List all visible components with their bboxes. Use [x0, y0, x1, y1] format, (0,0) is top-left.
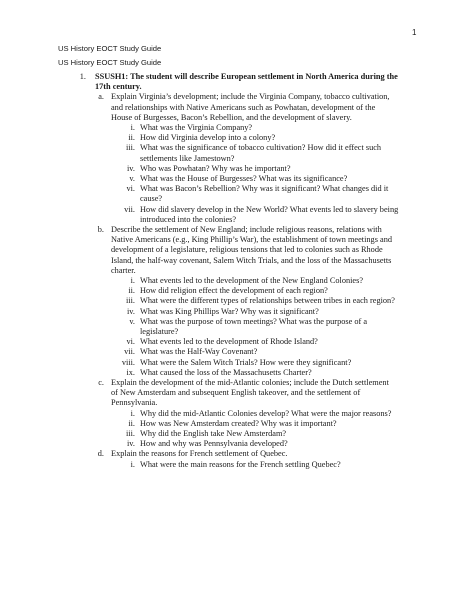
section-text-line: House of Burgesses, Bacon’s Rebellion, and the development of slavery. — [111, 112, 352, 122]
section-text-line: development of a legislature, religious tensions that led to colonies such as Rhode — [111, 245, 383, 255]
question-marker: iii. — [126, 296, 135, 306]
question-marker: i. — [130, 408, 135, 418]
question-marker: vi. — [126, 184, 135, 194]
question-text-line: What was Bacon’s Rebellion? Why was it significant? What changes did it — [140, 184, 389, 194]
question-text-line: What were the main reasons for the French settling Quebec? — [140, 459, 341, 469]
question-text-line: What was the purpose of town meetings? What was the purpose of a — [140, 316, 368, 326]
question-text-line: How was New Amsterdam created? Why was it important? — [140, 418, 337, 428]
question-text-line: What was King Phillips War? Why was it significant? — [140, 306, 319, 316]
section-text-line: Native Americans (e.g., King Phillip’s War), the establishment of town meetings and — [111, 235, 392, 245]
question-text-line: What were the Salem Witch Trials? How were they significant? — [140, 357, 352, 367]
section-text-line: Island, the half-way covenant, Salem Witch Trials, and the loss of the Massachusetts — [111, 255, 392, 265]
question-marker: ix. — [126, 367, 135, 377]
question-text-line: How did Virginia develop into a colony? — [140, 133, 276, 143]
standard-heading-line: 17th century. — [95, 82, 142, 92]
section-marker: d. — [97, 449, 104, 459]
question-text-line: What caused the loss of the Massachusetts Charter? — [140, 367, 312, 377]
question-text-line: How and why was Pennsylvania developed? — [140, 439, 288, 449]
section-text-line: charter. — [111, 265, 136, 275]
question-text-line: Why did the English take New Amsterdam? — [140, 429, 287, 438]
section-text-line: and relationships with Native Americans such as Powhatan, development of the — [111, 102, 376, 112]
question-text-line: legislature? — [140, 327, 179, 336]
standard-heading-line: SSUSH1: The student will describe European settlement in North America during the — [95, 72, 398, 81]
question-text-line: Who was Powhatan? Why was he important? — [140, 163, 291, 173]
question-text-line: settlements like Jamestown? — [140, 153, 235, 163]
question-text-line: What events led to the development of Rhode Island? — [140, 337, 318, 347]
question-text-line: What was the significance of tobacco cultivation? How did it effect such — [140, 143, 382, 153]
question-text-line: Why did the mid-Atlantic Colonies develop? What were the major reasons? — [140, 408, 392, 418]
question-marker: iii. — [126, 143, 135, 153]
question-marker: iii. — [126, 429, 135, 438]
section-text-line: Explain the reasons for French settlement of Quebec. — [111, 449, 288, 459]
question-text-line: What events led to the development of the New England Colonies? — [140, 276, 364, 285]
question-marker: i. — [130, 123, 135, 132]
section-text-line: Explain Virginia’s development; include the Virginia Company, tobacco cultivation, — [111, 92, 390, 102]
question-marker: v. — [129, 174, 135, 183]
question-marker: viii. — [121, 357, 135, 367]
section-text-line: Describe the settlement of New England; include religious reasons, relations with — [111, 225, 382, 234]
page-number: 1 — [412, 28, 417, 37]
question-text-line: What was the House of Burgesses? What was its significance? — [140, 174, 348, 183]
section-text-line: Explain the development of the mid-Atlantic colonies; include the Dutch settlement — [111, 378, 389, 387]
section-text-line: Pennsylvania. — [111, 398, 158, 408]
question-text-line: How did religion effect the development of each region? — [140, 286, 328, 296]
question-marker: i. — [130, 276, 135, 285]
header-line: US History EOCT Study Guide — [58, 58, 162, 67]
section-text-line: of New Amsterdam and subsequent English takeover, and the settlement of — [111, 388, 361, 398]
header-line: US History EOCT Study Guide — [58, 44, 162, 53]
section-marker: c. — [98, 378, 104, 387]
question-text-line: What were the different types of relationships between tribes in each region? — [140, 296, 395, 306]
question-text-line: What was the Half-Way Covenant? — [140, 347, 258, 357]
question-marker: vii. — [124, 347, 135, 357]
question-marker: ii. — [128, 286, 135, 296]
question-marker: iv. — [127, 439, 135, 449]
question-marker: vii. — [124, 204, 135, 214]
section-marker: a. — [98, 92, 104, 102]
question-marker: i. — [130, 459, 135, 469]
question-marker: ii. — [128, 133, 135, 143]
section-marker: b. — [97, 225, 104, 234]
standard-marker: 1. — [79, 72, 86, 81]
question-text-line: How did slavery develop in the New World? What events led to slavery being — [140, 204, 399, 214]
question-marker: v. — [129, 316, 135, 326]
question-text-line: What was the Virginia Company? — [140, 123, 253, 132]
question-text-line: introduced into the colonies? — [140, 214, 237, 224]
question-marker: iv. — [127, 306, 135, 316]
question-marker: iv. — [127, 163, 135, 173]
question-text-line: cause? — [140, 194, 163, 204]
question-marker: vi. — [126, 337, 135, 347]
question-marker: ii. — [128, 418, 135, 428]
